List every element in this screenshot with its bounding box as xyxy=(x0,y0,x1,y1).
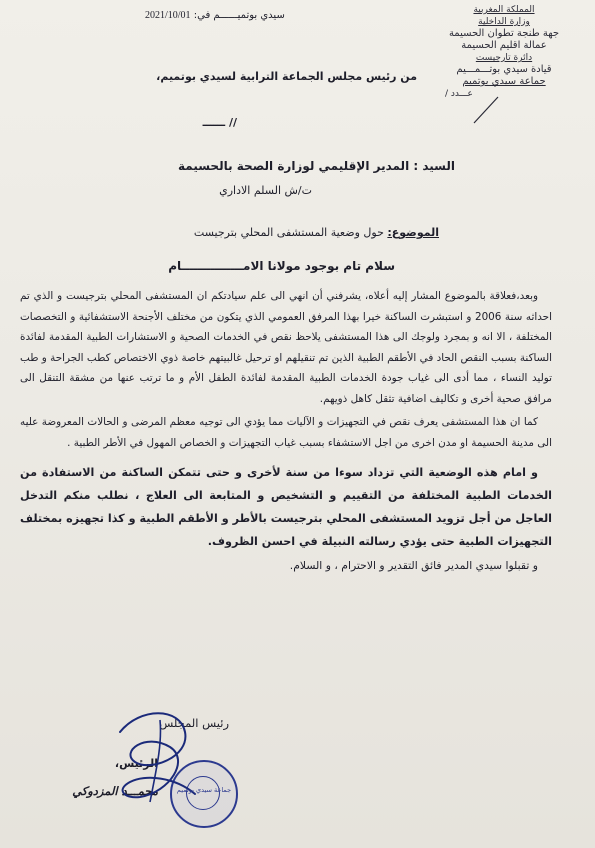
admin-line-commune: جماعة سيدي بوتميم xyxy=(462,76,546,87)
signatory-name: محمـــد المزدوكي xyxy=(72,784,158,798)
hierarchy-line: ت/ش السلم الاداري xyxy=(219,184,312,197)
administrative-header xyxy=(435,4,573,100)
body-paragraph-1: وبعد،فعلاقة بالموضوع المشار إليه أعلاه، يشرفني أن انهي الى علم سيادتكم ان المستشفى المحلي بترجيست و الذي تم احداثه سنة 2006 و استبشرت الساكنة خيرا بهذا المرفق العمومي الذي يتكون من مختلف الأجنحة الاستشفائية و التخصصات المختلفة ، الا انه و بمجرد ولوجك الى هذا المستشفى يلاحظ نقص في الخدمات الصحية و الاستشارات الطبية المقدمة لفائدة الساكنة بسبب النقص الحاد في الأطقم الطبية الذين تم تنقيلهم او ترحيل غالبيتهم خاصة ذوي الاختصاص كطب الجراحة و طب توليد النساء ، مما أدى الى غياب جودة الخدمات الطبية المقدمة لفائدة الطفل الأم و ما ترتب عنها من مشقة التنقل الى مرافق صحية أخرى و تكاليف اضافية تثقل كاهل ذويهم. xyxy=(20,290,552,405)
signatory-title: رئيس المجلس xyxy=(159,716,229,730)
sender-line: من رئيس مجلس الجماعة الترابية لسيدي بوتميم، xyxy=(156,70,417,83)
subject-line xyxy=(194,226,439,239)
letter-body xyxy=(20,286,552,580)
admin-line-number: عـــدد / xyxy=(445,89,473,99)
place-date-label: سيدي بوتميــــــم في: xyxy=(193,10,285,21)
admin-line-province: عمالة اقليم الحسيمة xyxy=(461,40,547,51)
stamp-text: جماعة سيدي بوتميم xyxy=(176,786,232,794)
subject-text: حول وضعية المستشفى المحلي بترجيست xyxy=(193,226,384,239)
body-paragraph-2: كما ان هذا المستشفى يعرف نقص في التجهيزات و الآليات مما يؤدي الى توجيه معظم المرضى و الحالات المعروضة عليه الى مدينة الحسيمة او مدن اخرى من اجل الاستشفاء بسبب غياب التجهيزات و الخصاص المهول في الأطر الطبية . xyxy=(20,416,552,449)
admin-line-caidat: قيادة سيدي بوتـــمـــيم xyxy=(456,64,552,75)
header-separator-mark xyxy=(472,95,500,125)
place-date xyxy=(145,10,285,21)
handwritten-signature xyxy=(100,702,210,812)
recipient-line: السيد : المدير الإقليمي لوزارة الصحة بالحسيمة xyxy=(178,159,455,173)
admin-line-circle: دائرة تارجيست xyxy=(475,53,533,63)
reference-mark: // ــــــ xyxy=(202,116,237,129)
greeting: سلام تام بوجود مولانا الامـــــــــــــــام xyxy=(168,259,395,273)
admin-line-ministry: وزارة الداخلية xyxy=(478,17,530,27)
admin-line-region: جهة طنجة تطوان الحسيمة xyxy=(448,28,560,39)
closing-paragraph: و تقبلوا سيدي المدير فائق التقدير و الاحترام ، و السلام. xyxy=(289,559,538,572)
subject-label: الموضوع: xyxy=(387,226,439,239)
body-paragraph-3: و امام هذه الوضعية التي تزداد سوءا من سنة لأخرى و حتى تتمكن الساكنة من الاستفادة من الخدمات الطبية المختلفة من التقييم و التشخيص و المتابعة الى العلاج ، نطلب منكم التدخل العاجل من أجل تزويد المستشفى المحلي بترجيست بالأطر و الأطقم الطبية و كذا تجهيزه بمختلف التجهيزات الطبية حتى يؤدي رسالته النبيلة في احسن الظروف. xyxy=(20,466,552,548)
signatory-label: الرئيس، xyxy=(114,757,158,770)
admin-line-kingdom: المملكة المغربية xyxy=(473,5,535,15)
letter-date: 2021/10/01 xyxy=(145,10,191,21)
